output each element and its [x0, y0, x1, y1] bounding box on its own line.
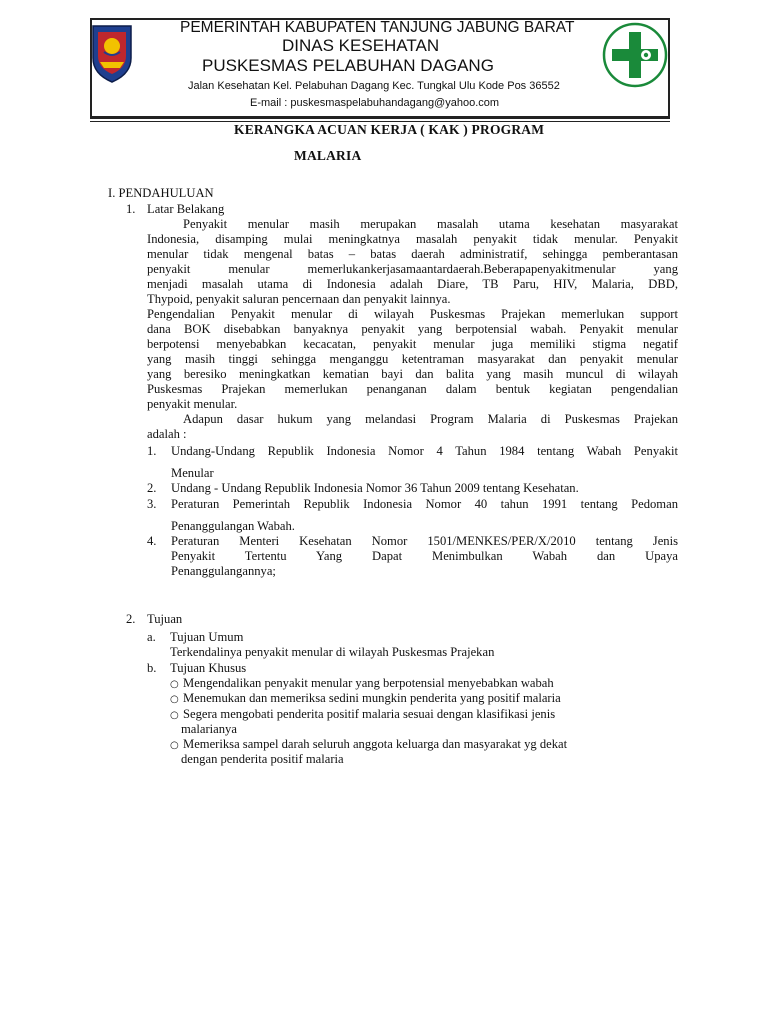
bullet-circle-icon: ○ — [170, 710, 179, 721]
letterhead-email: E-mail : puskesmaspelabuhandagang@yahoo.com — [250, 97, 500, 109]
section-heading: I. PENDAHULUAN — [108, 186, 214, 200]
health-cross-icon — [602, 22, 668, 88]
letterhead-line2: DINAS KESEHATAN — [282, 36, 440, 55]
khusus-item: Mengendalikan penyakit menular yang berpotensial menyebabkan wabah — [183, 676, 554, 690]
para1-line: menjadi masalah utama di Indonesia adalah Diare, TB Paru, HIV, Malaria, DBD, — [147, 277, 678, 291]
law-text: Undang-Undang Republik Indonesia Nomor 4 Tahun 1984 tentang Wabah Penyakit — [171, 444, 678, 458]
law-text: Penanggulangan Wabah. — [171, 519, 295, 533]
para2-line: berpotensi menyebabkan kecacatan, penyakit menular juga memiliki stigma negatif — [147, 337, 678, 351]
tujuan-khusus-letter: b. — [147, 661, 157, 675]
para1-line: penyakit menular memerlukankerjasamaantardaerah.Beberapapenyakitmenular yang — [147, 262, 678, 276]
sub1-label: Latar Belakang — [147, 202, 225, 216]
para1-line: Indonesia, disamping mulai meningkatnya masalah penyakit tidak menular. Penyakit — [147, 232, 678, 246]
para1-line: Penyakit menular masih merupakan masalah utama kesehatan masyarakat — [183, 217, 678, 231]
khusus-item: Menemukan dan memeriksa sedini mungkin penderita yang positif malaria — [183, 691, 561, 705]
law-number: 4. — [147, 534, 157, 548]
para3-line: adalah : — [147, 427, 187, 441]
doc-title-line1: KERANGKA ACUAN KERJA ( KAK ) PROGRAM — [234, 122, 545, 137]
doc-title-line2: MALARIA — [294, 148, 362, 163]
letterhead-line3: PUSKESMAS PELABUHAN DAGANG — [202, 56, 494, 75]
khusus-item: Memeriksa sampel darah seluruh anggota keluarga dan masyarakat yg dekat — [183, 737, 568, 751]
para1-line: menular tidak mengenal batas – batas daerah administratif, sehingga pemberantasan — [147, 247, 678, 261]
law-text: Undang - Undang Republik Indonesia Nomor 36 Tahun 2009 tentang Kesehatan. — [171, 481, 579, 495]
tujuan-khusus-label: Tujuan Khusus — [170, 661, 247, 675]
bullet-circle-icon: ○ — [170, 694, 179, 705]
para2-line: penyakit menular. — [147, 397, 238, 411]
para2-line: yang masih tinggi sehingga menganggu ketentraman masyarakat dan penyakit menular — [147, 352, 678, 366]
law-text: Penanggulangannya; — [171, 564, 276, 578]
law-text: Peraturan Menteri Kesehatan Nomor 1501/MENKES/PER/X/2010 tentang Jenis — [171, 534, 678, 548]
law-number: 2. — [147, 481, 157, 495]
para1-line: Thypoid, penyakit saluran pencernaan dan penyakit lainnya. — [147, 292, 451, 306]
sub2-label: Tujuan — [147, 612, 183, 626]
law-text: Menular — [171, 466, 214, 480]
law-number: 3. — [147, 497, 157, 511]
tujuan-umum-text: Terkendalinya penyakit menular di wilayah Puskesmas Prajekan — [170, 645, 495, 659]
para2-line: dana BOK disebabkan banyaknya penyakit yang berpotensial wabah. Penyakit menular — [147, 322, 678, 336]
para2-line: Pengendalian Penyakit menular di wilayah Puskesmas Prajekan memerlukan support — [147, 307, 678, 321]
para3-line: Adapun dasar hukum yang melandasi Program Malaria di Puskesmas Prajekan — [183, 412, 678, 426]
letterhead-line1: PEMERINTAH KABUPATEN TANJUNG JABUNG BARAT — [180, 19, 575, 36]
para2-line: Puskesmas Prajekan memerlukan penanganan dalam bentuk kegiatan pengendalian — [147, 382, 678, 396]
bullet-circle-icon: ○ — [170, 740, 179, 751]
tujuan-umum-label: Tujuan Umum — [170, 630, 244, 644]
law-text: Peraturan Pemerintah Republik Indonesia Nomor 40 tahun 1991 tentang Pedoman — [171, 497, 678, 511]
bullet-circle-icon: ○ — [170, 679, 179, 690]
para2-line: yang beresiko meningkatkan kematian bayi dan balita yang masih muncul di wilayah — [147, 367, 678, 381]
tujuan-umum-letter: a. — [147, 630, 156, 644]
regency-crest-icon — [90, 22, 134, 84]
khusus-item-cont: dengan penderita positif malaria — [181, 752, 344, 766]
letterhead-rule-thick — [90, 117, 670, 119]
law-number: 1. — [147, 444, 157, 458]
sub1-number: 1. — [126, 202, 136, 216]
law-text: Penyakit Tertentu Yang Dapat Menimbulkan Wabah dan Upaya — [171, 549, 678, 563]
khusus-item-cont: malarianya — [181, 722, 237, 736]
khusus-item: Segera mengobati penderita positif malaria sesuai dengan klasifikasi jenis — [183, 707, 556, 721]
sub2-number: 2. — [126, 612, 136, 626]
letterhead-address: Jalan Kesehatan Kel. Pelabuhan Dagang Kec. Tungkal Ulu Kode Pos 36552 — [188, 80, 560, 92]
